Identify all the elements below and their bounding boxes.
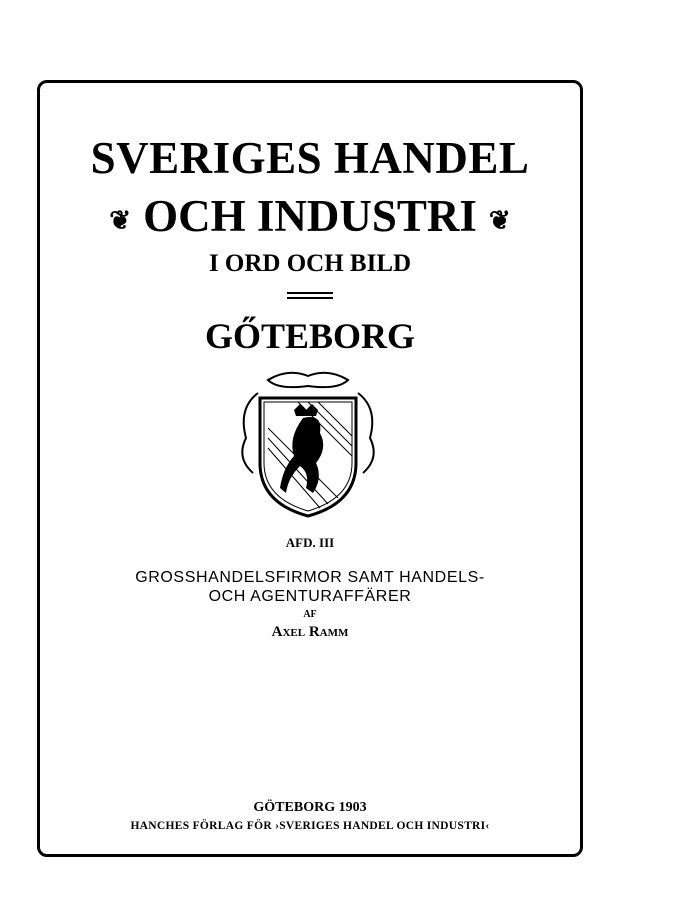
subtitle-line-1: GROSSHANDELSFIRMOR SAMT HANDELS- [135,569,485,586]
subtitle-line-2: OCH AGENTURAFFÄRER [208,588,412,605]
title-line-2-row [37,190,583,242]
title-line-2: OCH INDUSTRI [143,191,477,241]
byline-af: AF [303,609,317,620]
flourish-right-icon: ❦ [488,205,511,235]
double-rule-divider [287,292,333,299]
title-line-1: SVERIGES HANDEL [90,133,530,183]
flourish-left-icon: ❦ [109,205,132,235]
city-title: GŐTEBORG [204,316,416,356]
section-label: AFD. III [285,535,335,550]
title-line-3: I ORD OCH BILD [208,250,412,277]
imprint-publisher: HANCHES FÖRLAG FÖR ›SVERIGES HANDEL OCH INDUSTRI‹ [130,820,490,832]
author-name: Axel Ramm [271,624,349,640]
coat-of-arms-icon [228,368,388,524]
imprint-place-year: GÖTEBORG 1903 [253,800,367,815]
